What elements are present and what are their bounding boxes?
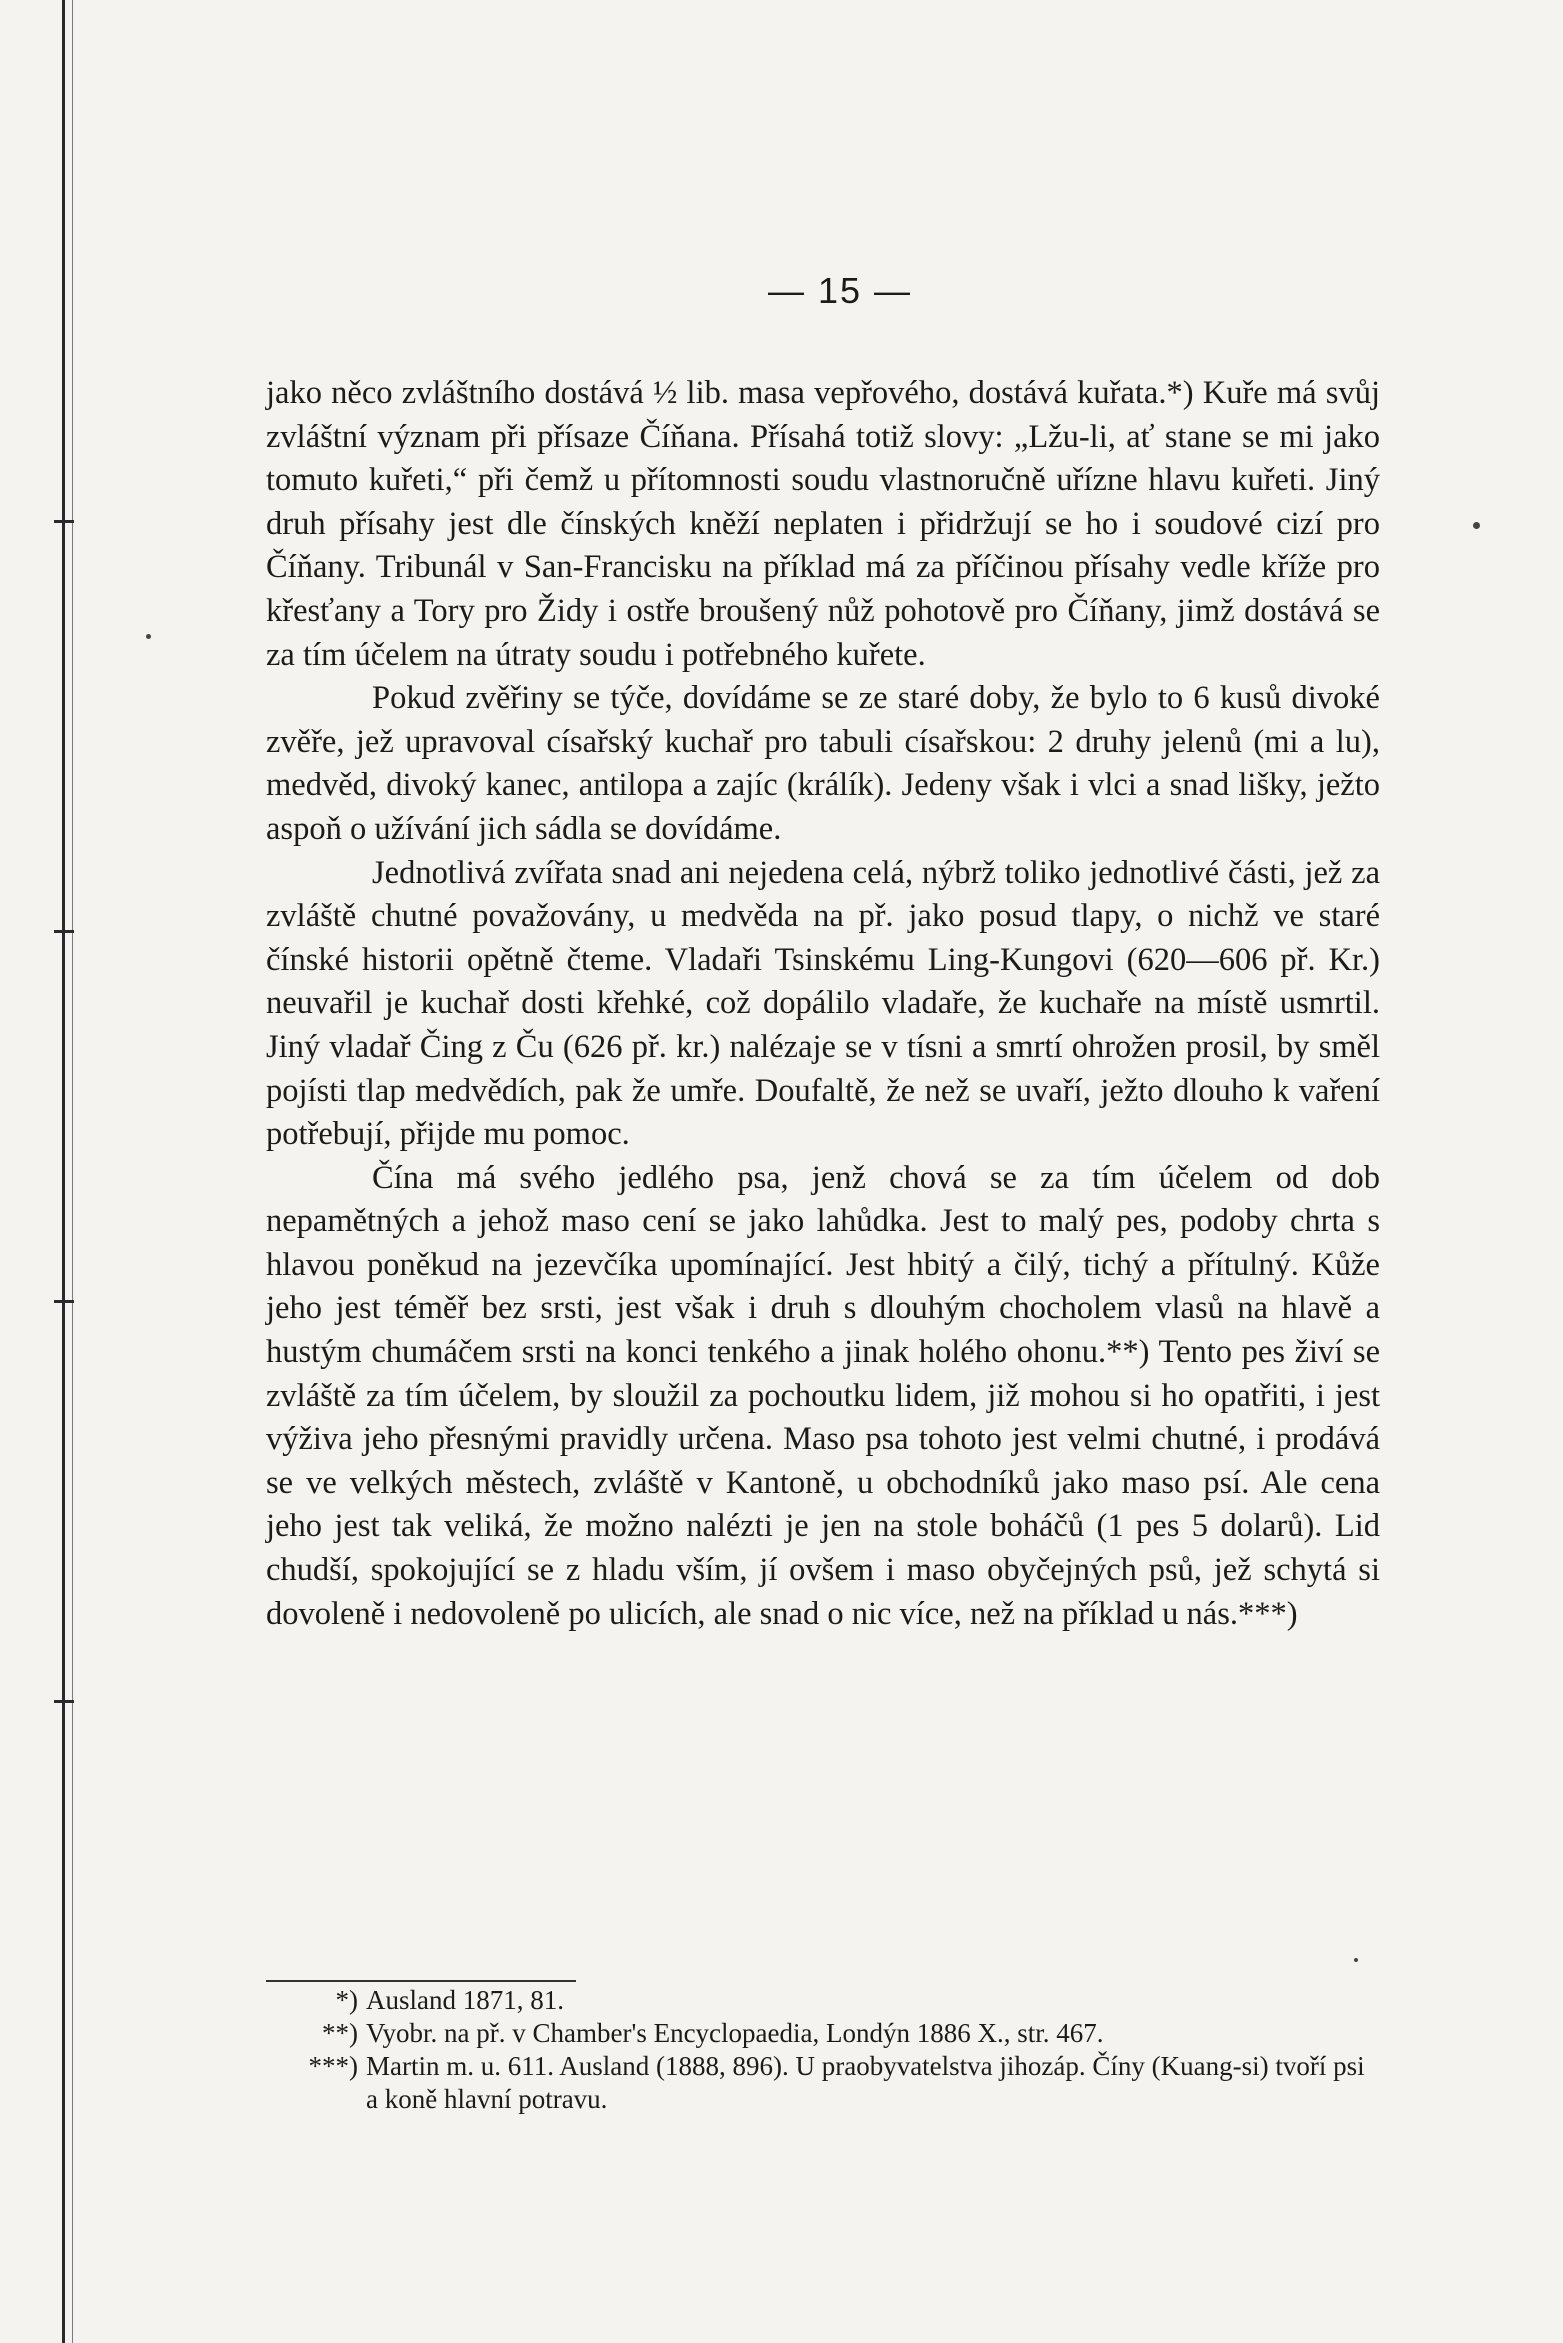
binding-mark [54,520,74,523]
binding-mark [54,930,74,933]
footnote-text: Martin m. u. 611. Ausland (1888, 896). U praobyvatelstva jihozáp. Číny (Kuang-si) tvoří psi a koně hlavní potravu. [366,2051,1365,2114]
footnote [266,2017,1366,2050]
footnote-text: Vyobr. na př. v Chamber's Encyclopaedia, Londýn 1886 X., str. 467. [366,2018,1104,2048]
footnote-mark: ***) [308,2051,358,2081]
main-text [266,372,1380,1636]
footnote [266,2050,1366,2116]
paragraph: Pokud zvěřiny se týče, dovídáme se ze staré doby, že bylo to 6 kusů divoké zvěře, jež upravoval císařský kuchař pro tabuli císařskou: 2 druhy jelenů (mi a lu), medvěd, divoký kanec, antilopa a zajíc (králík). Jedeny však i vlci a snad lišky, ježto aspoň o užívání jich sádla se dovídáme. [266,680,1380,847]
footnote [266,1984,1366,2017]
paragraph: jako něco zvláštního dostává ½ lib. masa vepřového, dostává kuřata.*) Kuře má svůj zvláštní význam při přísaze Číňana. Přísahá totiž slovy: „Lžu-li, ať stane se mi jako tomuto kuřeti,“ při čemž u přítomnosti soudu vlastnoručně uřízne hlavu kuřeti. Jiný druh přísahy jest dle čínských kněží neplaten i přidržují se ho i soudové cizí pro Číňany. Tribunál v San-Francisku na příklad má za příčinou přísahy vedle kříže pro křesťany a Tory pro Židy i ostře broušený nůž pohotově pro Číňany, jimž dostává se za tím účelem na útraty soudu i potřebného kuřete. [266,375,1380,673]
paragraph: Čína má svého jedlého psa, jenž chová se za tím účelem od dob nepamětných a jehož maso cení se jako lahůdka. Jest to malý pes, podoby chrta s hlavou poněkud na jezevčíka upomínající. Jest hbitý a čilý, tichý a přítulný. Kůže jeho jest téměř bez srsti, jest však i druh s dlouhým chocholem vlasů na hlavě a hustým chumáčem srsti na konci tenkého a jinak holého ohonu.**) Tento pes živí se zvláště za tím účelem, by sloužil za pochoutku lidem, již mohou si ho opatřiti, i jest výživa jeho přesnými pravidly určena. Maso psa tohoto jest velmi chutné, i prodává se ve velkých městech, zvláště v Kantoně, u obchodníků jako maso psí. Ale cena jeho jest tak veliká, že možno nalézti je jen na stole boháčů (1 pes 5 dolarů). Lid chudší, spokojující se z hladu vším, jí ovšem i maso obyčejných psů, jež schytá si dovoleně i nedovoleně po ulicích, ale snad o nic více, než na příklad u nás.***) [266,1159,1380,1632]
paragraph: Jednotlivá zvířata snad ani nejedena celá, nýbrž toliko jednotlivé části, jež za zvláště chutné považovány, u medvěda na př. jako posud tlapy, o nichž ve staré čínské historii opětně čteme. Vladaři Tsinskému Ling-Kungovi (620—606 př. Kr.) neuvařil je kuchař dosti křehké, což dopálilo vladaře, že kuchaře na místě usmrtil. Jiný vladař Čing z Ču (626 př. kr.) nalézaje se v tísni a smrtí ohrožen prosil, by směl pojísti tlap medvědích, pak že umře. Doufaltě, že než se uvaří, ježto dlouho k vaření potřebují, přijde mu pomoc. [266,854,1380,1153]
binding-edge [62,0,65,2343]
footnote-mark: **) [322,2018,358,2048]
footnote-text: Ausland 1871, 81. [366,1985,564,2015]
footnotes [266,1984,1366,2116]
page-number: — 15 — [767,270,913,311]
footnote-divider [266,1980,576,1982]
binding-mark [54,1700,74,1703]
paper-speck [146,634,151,639]
paper-speck [1473,522,1480,529]
footnote-mark: *) [335,1985,358,2015]
paper-speck [1354,1958,1358,1962]
binding-edge-inner [72,0,73,2343]
binding-mark [54,1300,74,1303]
